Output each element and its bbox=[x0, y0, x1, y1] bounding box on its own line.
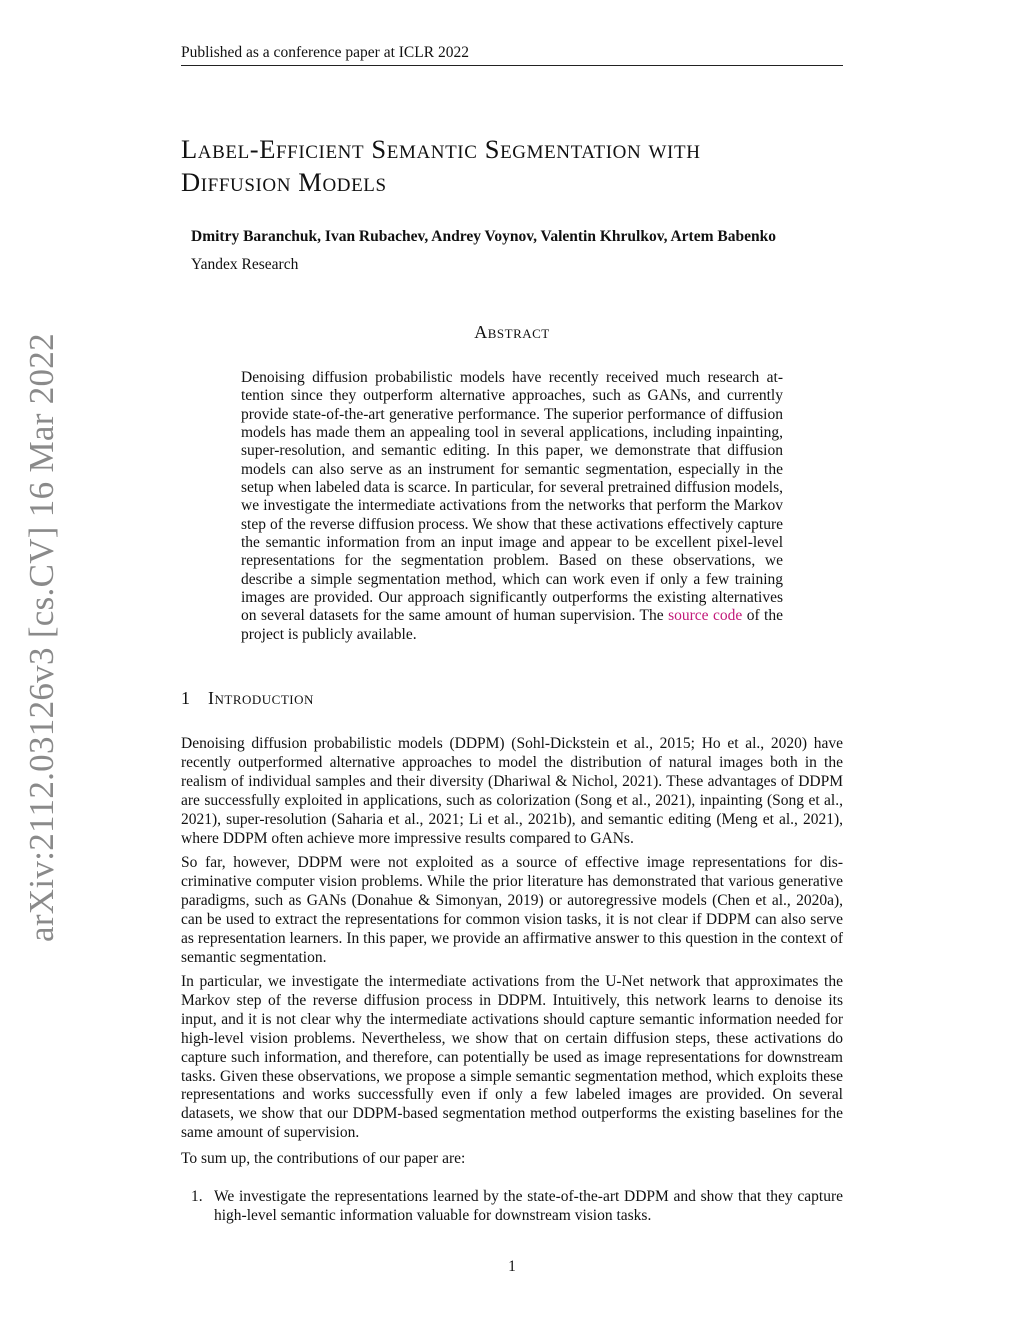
section-heading-introduction bbox=[181, 688, 314, 709]
running-header: Published as a conference paper at ICLR 2022 bbox=[181, 44, 843, 66]
section-title: Introduction bbox=[208, 688, 314, 708]
abstract-heading: Abstract bbox=[474, 322, 550, 342]
intro-paragraph-4: To sum up, the contributions of our paper are: bbox=[181, 1150, 466, 1167]
contribution-number: 1. bbox=[191, 1188, 203, 1205]
affiliation: Yandex Research bbox=[191, 256, 299, 273]
author-list: Dmitry Baranchuk, Ivan Rubachev, Andrey Voynov, Valentin Khrulkov, Artem Babenko bbox=[191, 228, 776, 245]
abstract-body bbox=[241, 369, 783, 644]
abstract-text-start: Denoising diffusion probabilistic models have recently received much research attention since they outperform alternative approaches, such as GANs, and currently provide state-of-the-art generative performance. The superior performance of diffusion models has made them an appealing tool in several applications, including inpainting, super-resolution, and semantic editing. In this paper, we demonstrate that diffusion models can also serve as an instrument for semantic segmentation, especially in the setup when labeled data is scarce. In particular, for several pretrained diffusion models, we investigate the intermediate activations from the networks that perform the Markov step of the reverse diffusion process. We show that these activations effectively capture the semantic information from an input image and appear to be excellent pixel-level representations for the segmentation problem. Based on these observations, we describe a simple segmentation method, which can work even if only a few training images are provided. Our approach significantly outperforms the existing alternatives on several datasets for the same amount of human supervision. The bbox=[241, 369, 783, 625]
paper-title-line-2: Diffusion Models bbox=[181, 167, 387, 197]
contribution-text: We investigate the representations learned by the state-of-the-art DDPM and show that they capture high-level semantic information valuable for downstream vision tasks. bbox=[214, 1188, 843, 1224]
intro-paragraph-2: So far, however, DDPM were not exploited as a source of effective image representations for discriminative computer vision problems. While the prior literature has demonstrated that various generative paradigms, such as GANs (Donahue & Simonyan, 2019) or autoregressive models (Chen et al., 2020a), can be used to extract the representations for common vision tasks, it is not clear if DDPM can also serve as representation learners. In this paper, we provide an affirmative answer to this question in the context of semantic segmentation. bbox=[181, 854, 843, 966]
contribution-list-item bbox=[191, 1188, 843, 1226]
source-code-link[interactable]: source code bbox=[668, 607, 743, 625]
page-number: 1 bbox=[508, 1258, 516, 1275]
intro-paragraph-3: In particular, we investigate the intermediate activations from the U-Net network that approximates the Markov step of the reverse diffusion process in DDPM. Intuitively, this network learns to denoise its input, and it is not clear why the intermediate activations should capture semantic information needed for high-level vision problems. Nevertheless, we show that on certain diffusion steps, these activations do capture such information, and therefore, can potentially be used as image representations for downstream tasks. Given these observations, we propose a simple semantic segmentation method, which exploits these representations and works successfully even if only a few labeled images are provided. On several datasets, we show that our DDPM-based segmentation method outperforms the existing baselines for the same amount of supervision. bbox=[181, 973, 843, 1142]
abstract-text-end: of the project is publicly available. bbox=[241, 607, 783, 643]
intro-paragraph-1: Denoising diffusion probabilistic models (DDPM) (Sohl-Dickstein et al., 2015; Ho et al., 2020) have recently outperformed alternative approaches to model the distribution of natural images both in the realism of individual samples and their diversity (Dhariwal & Nichol, 2021). These advantages of DDPM are successfully exploited in applications, such as colorization (Song et al., 2021), inpainting (Song et al., 2021), super-resolution (Saharia et al., 2021; Li et al., 2021b), and semantic editing (Meng et al., 2021), where DDPM often achieve more impressive results compared to GANs. bbox=[181, 735, 843, 847]
paper-title bbox=[181, 133, 851, 199]
section-number: 1 bbox=[181, 688, 190, 708]
paper-title-line-1: Label-Efficient Semantic Segmentation with bbox=[181, 134, 701, 164]
arxiv-identifier-stamp: arXiv:2112.03126v3 [cs.CV] 16 Mar 2022 bbox=[22, 333, 61, 942]
